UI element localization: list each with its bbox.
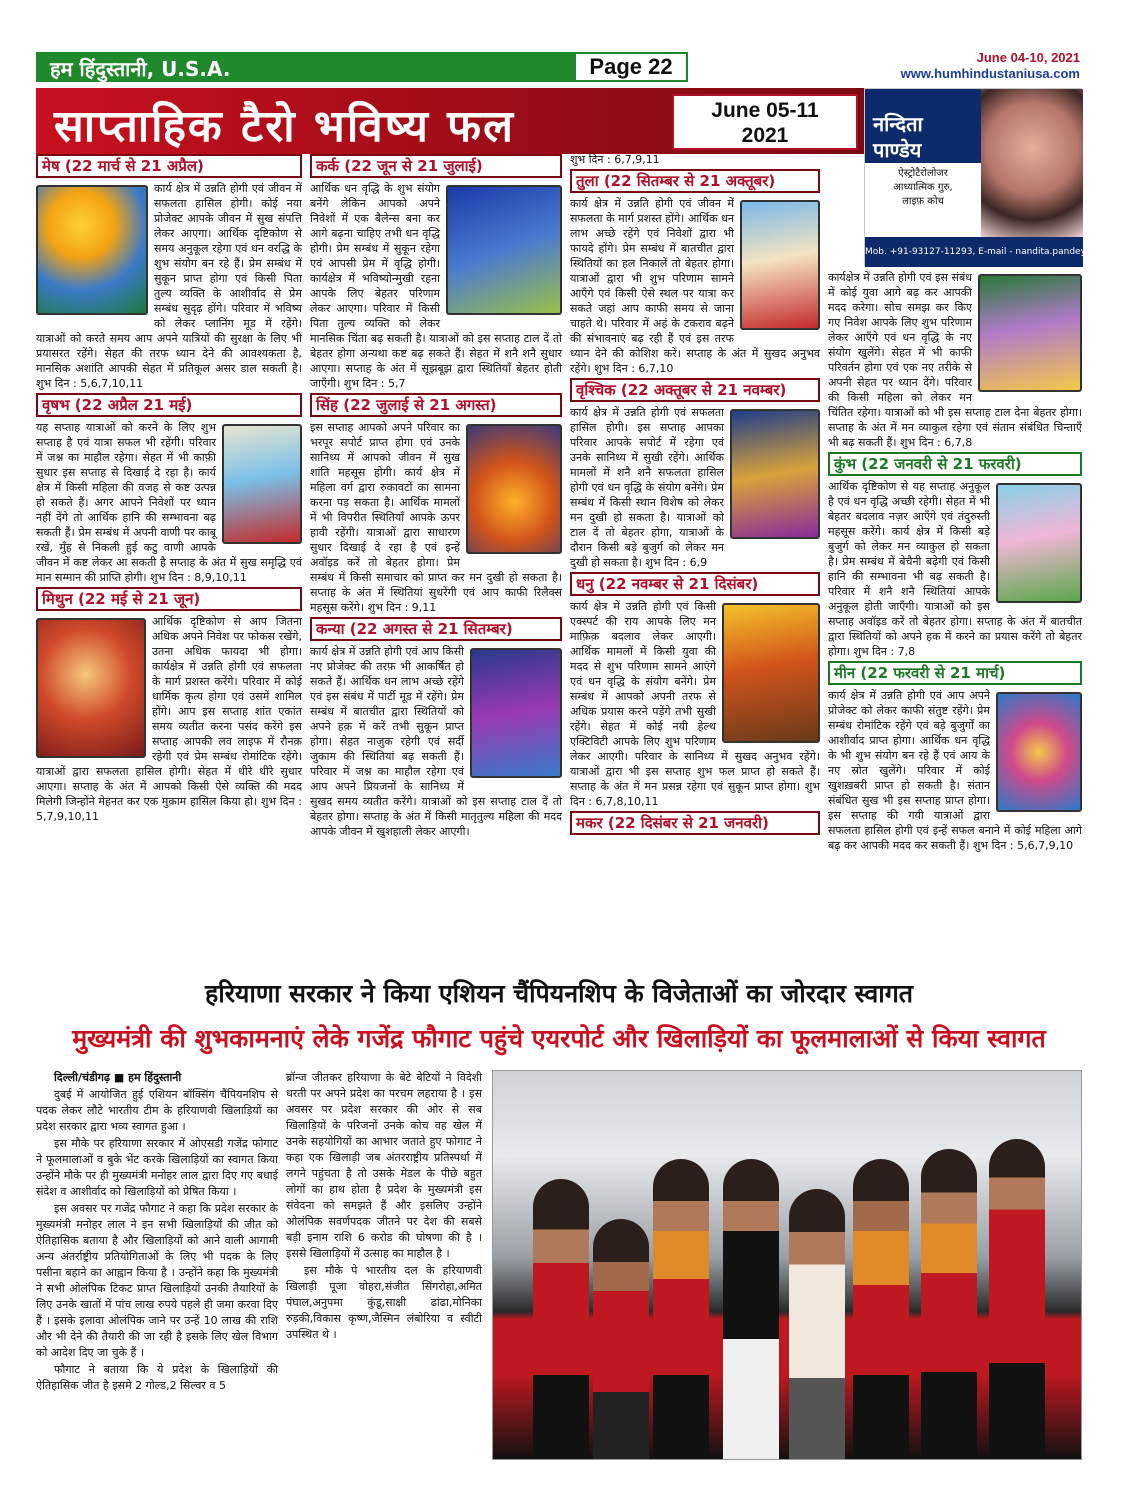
author-name-line1: नन्दिता <box>873 112 923 136</box>
sign-text-vrishabh: यह सप्ताह यात्राओं को करने के लिए शुभ सप्ताह है एवं यात्रा सफल भी रहेंगी। परिवार में जश्न का माहौल रहेगा। सेहत में भी काफ़ी सुधार इस सप्ताह से दिखाई दे रहा है। कार्य क्षेत्र में किसी महिला की वजह से कष्ट उत्पन्न हो सकते हैं। अगर आपने निवेशों पर ध्यान नहीं देंगे तो आर्थिक हानि की सम्भावना बढ़ सकती हैं। प्रेम सम्बंध में अपनी वाणी पर काबू रखें, मुँह से निकली हुई कटु वाणी आपके जीवन में कष्ट लेकर आ सकती है सप्ताह के अंत में सुख समृद्धि एवं मान सम्मान की प्राप्ति होगी। शुभ दिन : 8,9,10,11 <box>36 421 302 584</box>
news-col1-para1: दुबई में आयोजित हुई एशियन बॉक्सिंग चैंपियनशिप से पदक लेकर लौटे भारतीय टीम के हरियाणवी खिलाड़ियों का प्रदेश सरकार द्वारा भव्य स्वागत हुआ । <box>36 1088 278 1133</box>
author-role-line3: लाइफ़ कोच <box>902 196 944 207</box>
horoscope-column-3 <box>570 152 820 964</box>
tarot-fortune-teller-illustration <box>470 648 562 778</box>
news-col1-para2: इस मौके पर हरियाणा सरकार में ओएसडी गजेंद्र फोगाट ने फूलमालाओं व बुके भेंट करके खिलाड़ियों का स्वागत किया उन्होंने मौके पर ही मुख्यमंत्री मनोहर लाल द्वारा दिए गए बधाई संदेश व आशीर्वाद को खिलाड़ियों को प्रेषित किया । <box>36 1137 278 1198</box>
sign-text-tula: कार्य क्षेत्र में उन्नति होगी एवं जीवन में सफलता के मार्ग प्रशस्त होंगे। आर्थिक धन लाभ अच्छे रहेंगे एवं निवेशों द्वारा भी फायदे होंगे। प्रेम सम्बंध में बातचीत द्वारा स्थितियों का हल निकालें तो बेहतर होगा। यात्राओं द्वारा भी शुभ परिणाम सामने आएँगे एवं किसी ऐसे स्थल पर यात्रा कर सकते जहां आप काफी समय से जाना चाहते थे। परिवार में अहं के टकराव बढ़ने की संभावनाएं बढ़ रही हैं एवं इस तरफ ध्यान देने की कोशिश करें। सप्ताह के अंत में सुखद अनुभव रहेंगे। शुभ दिन : 6,7,10 <box>570 197 820 375</box>
sign-title-meen: मीन (22 फरवरी से 21 मार्च) <box>828 661 1082 685</box>
masthead <box>36 52 1080 82</box>
news-headline: हरियाणा सरकार ने किया एशियन चैंपियनशिप के विजेताओं का जोरदार स्वागत <box>204 979 914 1008</box>
author-name <box>873 111 923 163</box>
sign-title-kark: कर्क (22 जून से 21 जुलाई) <box>310 154 562 178</box>
horoscope-column-2 <box>310 152 562 964</box>
news-dateline: दिल्ली/चंडीगढ़ ■ हम हिंदुस्तानी <box>54 1071 182 1084</box>
website-link[interactable]: www.humhindustaniusa.com <box>900 66 1080 81</box>
sign-text-dhanu: कार्य क्षेत्र में उन्नति होगी एवं किसी एक्स्पर्ट की राय आपके लिए मन माफ़िक़ बदलाव लेकर आएगी। आर्थिक मामलों में किसी युवा की मदद से शुभ परिणाम सामने आएंगे एवं धन वृद्धि के संयोग बनेंगे। प्रेम सम्बंध में आपको अपनी तरफ से अधिक प्रयास करने पड़ेंगे तभी सुखी रहेंगे। सेहत में कोई नयी हेल्थ एक्टिविटी आपके लिए शुभ परिणाम लेकर आएगी। परिवार के सानिध्य में सुखद अनुभव रहेंगे। यात्राओं द्वारा भी इस सप्ताह शुभ फल प्राप्त हो सकते हैं। सप्ताह के अंत में मन प्रसन्न रहेगा एवं सुकून प्राप्त होगा। शुभ दिन : 6,7,8,10,11 <box>570 600 820 808</box>
author-photo <box>981 89 1083 237</box>
sign-title-kumbh: कुंभ (22 जनवरी से 21 फरवरी) <box>828 452 1082 476</box>
sign-days-tula-prev: शुभ दिन : 6,7,9,11 <box>570 153 660 166</box>
tarot-temperance-illustration <box>730 409 820 539</box>
author-name-line2: पाण्डेय <box>873 138 922 162</box>
author-contact: Mob. +91-93127-11293, E-mail - nandita.pandey@gmail.com <box>865 237 1083 267</box>
photo-person <box>723 1159 779 1459</box>
sign-text-mesh: कार्य क्षेत्र में उन्नति होगी एवं जीवन में सफलता हासिल होगी। कोई नया प्रोजेक्ट आपके जीवन में सुख संपत्ति लेकर आएगा। आर्थिक दृष्टिकोण से समय अनुकूल रहेगा एवं धन वरद्धि के शुभ संयोग बन रहे हैं। प्रेम सम्बंध में सुकून प्राप्त होगा एवं किसी पिता तुल्य व्यक्ति के आशीर्वाद से प्रेम सम्बंध सुदृढ़ होंगे। परिवार में भविष्य को लेकर प्लानिंग मूड में रहेंगे। यात्राओं को करते समय आप अपने यात्रियों की सुरक्षा के लिए भी प्रयासरत रहेंगे। सेहत की तरफ ध्यान देने की आवश्यकता है, मानसिक अशांति आपकी सेहत में प्रतिकूल असर डाल सकती है। शुभ दिन : 5,6,7,10,11 <box>36 182 302 390</box>
tarot-knight-illustration <box>222 424 302 544</box>
horoscope-column-1 <box>36 152 302 964</box>
photo-person <box>533 1179 589 1459</box>
news-col1-para4: फौगाट ने बताया कि ये प्रदेश के खिलाड़ियों की ऐतिहासिक जीत है इसमे 2 गोल्ड,2 सिल्वर व 5 <box>36 1363 278 1392</box>
sign-title-mesh: मेष (22 मार्च से 21 अप्रैल) <box>36 154 302 178</box>
tarot-star-illustration <box>996 483 1082 603</box>
date-range-box <box>672 94 858 150</box>
page-number: Page 22 <box>576 52 688 82</box>
news-col2-para2: इस मौके पे भारतीय दल के हरियाणवी खिलाड़ी पूजा वोहरा,संजीत सिंगरोहा,अमित पंघाल,अनुपमा कुंडू,साक्षी ढांढा,मोनिका रुड़की,विकास कृष्ण,जैस्मिन लंबोरिया व स्वीटी उपस्थित थे । <box>286 1264 482 1341</box>
tarot-empress-illustration <box>978 274 1082 392</box>
sign-text-vrishchik: कार्य क्षेत्र में उन्नति होगी एवं सफलता हासिल होगी। इस सप्ताह आपका परिवार आपके सपोर्ट में रहेगा एवं उनके सानिध्य में सुखी रहेंगे। आर्थिक मामलों में शनै शनै सफलता हासिल होगी एवं धन वृद्धि के संयोग बनेंगे। प्रेम सम्बंध में किसी स्थान विशेष को लेकर मन दुखी हो सकता है। यात्राओं को टाल दें तो बेहतर होगा, यात्राओं के दौरान किसी बड़े बुजुर्ग को लेकर मन दुखी हो सकता है। शुभ दिन : 6,9 <box>570 406 724 569</box>
photo-person <box>853 1159 909 1459</box>
news-column-2 <box>286 1070 482 1460</box>
issue-date: June 04-10, 2021 <box>976 50 1080 65</box>
tarot-justice-illustration <box>740 200 820 330</box>
sign-title-vrishchik: वृश्चिक (22 अक्तूबर से 21 नवम्बर) <box>570 378 820 402</box>
paper-name: हम हिंदुस्तानी, U.S.A. <box>50 57 231 81</box>
news-subheadline: मुख्यमंत्री की शुभकामनाएं लेके गजेंद्र फौगाट पहुंचे एयरपोर्ट और खिलाड़ियों का फूलमालाओं से किया स्वागत <box>72 1024 1046 1053</box>
author-role <box>865 163 981 237</box>
tarot-moon-illustration <box>446 185 562 315</box>
sign-text-singh: इस सप्ताह आपको अपने परिवार का भरपूर सपोर्ट प्राप्त होगा एवं उनके सानिध्य में आपको जीवन में सुख शांति महसूस होगी। कार्य क्षेत्र में महिला वर्ग द्वारा रुकावटों का सामना करना पड़ सकता है। आर्थिक मामलों में भी विपरीत स्थितियाँ आपके ऊपर हावी रहेंगी। यात्राओं द्वारा साधारण सुधार दिखाई दे रहा है एवं इन्हें अवॉइड करें तो बेहतर होगा। प्रेम सम्बंध में किसी समाचार को प्राप्त कर मन दुखी हो सकता है। सप्ताह के अंत में स्थितियां सुधरेंगी एवं आप काफी रिलैक्स महसूस करेंगे। शुभ दिन : 9,11 <box>310 421 562 614</box>
news-column-1 <box>36 1070 278 1460</box>
news-col2-para1: ब्रॉन्ज जीतकर हरियाणा के बेटे बेटियों ने विदेशी धरती पर अपने प्रदेश का परचम लहराया है । इस अवसर पर प्रदेश सरकार की ओर से सब खिलाड़ियों के परिजनों उनके कोच वह खेल में उनके सहयोगियों का आभार जताते हुए फोगाट ने कहा एक खिलाड़ी जब अंतरराष्ट्रीय प्रतिस्पर्धा में लगने पहुंचता है तो उसके मेडल के पीछे बहुत लोगों का हाथ होता है प्रदेश के मुख्यमंत्री इस संवेदना को समझते हैं और इसलिए उन्होंने ओलंपिक सवर्णपदक जीतने पर देश की सबसे बड़ी इनाम राशि 6 करोड की घोषणा की है । इससे खिलाड़ियों में उत्साह का माहौल है । <box>286 1071 482 1260</box>
sign-title-vrishabh: वृषभ (22 अप्रैल 21 मई) <box>36 393 302 417</box>
photo-person <box>593 1219 649 1459</box>
sign-text-kark: आर्थिक धन वृद्धि के शुभ संयोग बनेंगे लेकिन आपको अपने निवेशों में एक बैलेन्स बना कर आगे बढ़ना चाहिए तभी धन वृद्धि होगी। प्रेम सम्बंध में सुकून रहेगा एवं आपसी प्रेम में वृद्धि होगी। कार्यक्षेत्र में भविष्योन्मुखी रहना आपके लिए बेहतर परिणाम लेकर आएगा। परिवार में किसी पिता तुल्य व्यक्ति को लेकर मानसिक चिंता बढ़ सकती है। यात्राओं को इस सप्ताह टाल दें तो बेहतर होगा अन्यथा कष्ट बढ़ सकते हैं। सेहत में शनै शनै सुधार आएगा। सप्ताह के अंत में सूझबूझ द्वारा स्थितियाँ बेहतर होती जाएँगी। शुभ दिन : 5,7 <box>310 182 562 390</box>
section-title: साप्ताहिक टैरो भविष्य फल <box>54 101 515 152</box>
tarot-chariot-illustration <box>722 603 820 743</box>
sign-title-mithun: मिथुन (22 मई से 21 जून) <box>36 587 302 611</box>
sign-text-meen: कार्य क्षेत्र में उन्नति होगी एवं आप अपने प्रोजेक्ट को लेकर काफी संतुष्ट रहेंगे। प्रेम सम्बंध रोमांटिक रहेंगे एवं बड़े बुजुर्गों का आशीर्वाद प्राप्त होगा। आर्थिक धन वृद्धि के भी शुभ संयोग बन रहे हैं एवं आय के नए स्रोत खुलेंगे। परिवार में कोई खुशख़बरी प्राप्त हो सकती है। संतान संबंधित सुख भी इस सप्ताह प्राप्त होगा। इस सप्ताह की गयी यात्राओं द्वारा सफलता हासिल होगी एवं इन्हें सफल बनाने में कोई महिला आगे बढ़ कर आपकी मदद कर सकती हैं। शुभ दिन : 5,6,7,9,10 <box>828 689 1082 852</box>
news-col1-para3: इस अवसर पर गजेंद्र फौगाट ने कहा कि प्रदेश सरकार के मुख्यमंत्री मनोहर लाल ने इन सभी खिलाड़ियों की जीत को ऐतिहासिक बताया है और खिलाड़ियों को आने वाली आगामी अन्य अंतर्राष्ट्रीय प्रतियोगिताओं के लिए भी पदक के लिए पसीना बहाने का आह्वान किया है । उन्होंने कहा कि मुख्यमंत्री ने सभी ओलंपिक टिकट प्राप्त खिलाड़ियों उनकी तैयारियों के लिए उनके खातों में पांच लाख रुपये पहले ही जमा करवा दिए हैं । इसके इलावा ओलंपिक जाने पर उन्हें 10 लाख की राशि और भी देने की तैयारी की जा रही है इसके लिए खेल विभाग को आदेश दिए जा चुके हैं । <box>36 1202 278 1359</box>
sign-title-tula: तुला (22 सितम्बर से 21 अक्तूबर) <box>570 169 820 193</box>
sign-title-makar: मकर (22 दिसंबर से 21 जनवरी) <box>570 811 820 835</box>
sign-text-kumbh: आर्थिक दृष्टिकोण से यह सप्ताह अनुकूल है एवं धन वृद्धि अच्छी रहेगी। सेहत में भी बेहतर बदलाव नज़र आएँगे एवं तंदुरुस्ती महसूस करेंगे। कार्य क्षेत्र में किसी बड़े बुजुर्ग को लेकर मन व्याकुल हो सकता है। प्रेम सम्बंध में बेचैनी बढ़ेगी एवं किसी हानि की सम्भावना भी बढ़ सकती है। परिवार में शनै शनै स्थितियां आपके अनुकूल होती जाएँगी। यात्राओं को इस सप्ताह अवॉइड करें तो बेहतर होगा। सप्ताह के अंत में बातचीत द्वारा स्थितियों को अपने हक में करने का प्रयास करेंगे तो बेहतर होगा। शुभ दिन : 7,8 <box>828 480 1082 658</box>
tarot-fish-illustration <box>996 692 1082 812</box>
sign-title-dhanu: धनु (22 नवम्बर से 21 दिसंबर) <box>570 572 820 596</box>
sign-text-kanya: कार्य क्षेत्र में उन्नति होगी एवं आप किसी नए प्रोजेक्ट की तरफ़ भी आकर्षित हो सकते हैं। आर्थिक धन लाभ अच्छे रहेंगे एवं इस संबंध में पार्टी मूड में रहेंगे। प्रेम सम्बंध में बातचीत द्वारा स्थितियों को अपने हक़ में करें तभी सुकून प्राप्त होगा। सेहत नाज़ुक रहेगी एवं सर्दी जुकाम की स्थितियां बढ़ सकती हैं। परिवार में जश्न का माहौल रहेगा एवं आप अपने प्रियजनों के सानिध्य में सुखद समय व्यतीत करेंगे। यात्राओं को इस सप्ताह टाल दें तो बेहतर होगा। सप्ताह के अंत में किसी मातृतुल्य महिला की मदद आपके जीवन में खुशहाली लेकर आएगी। <box>310 645 562 838</box>
sign-title-singh: सिंह (22 जुलाई से 21 अगस्त) <box>310 393 562 417</box>
sign-title-kanya: कन्या (22 अगस्त से 21 सितम्बर) <box>310 617 562 641</box>
photo-person <box>789 1189 845 1459</box>
tarot-sun-illustration <box>36 185 148 315</box>
date-year: 2021 <box>741 124 789 147</box>
photo-person <box>653 1159 709 1459</box>
sign-text-mithun: आर्थिक दृष्टिकोण से आप जितना अधिक अपने निवेश पर फोकस रखेंगे, उतना अधिक फायदा भी होगा। कार्यक्षेत्र में उन्नति होगी एवं सफलता के मार्ग प्रशस्त करेंगे। परिवार में कोई धार्मिक कृत्य होगा एवं उसमें शामिल होंगे। आप इस सप्ताह शांत एकांत समय व्यतीत करना पसंद करेंगे इस सप्ताह आपकी लव लाइफ में रौनक़ रहेगी एवं प्रेम सम्बंध रोमांटिक रहेंगे। यात्राओं द्वारा सफलता हासिल होगी। सेहत में धीरे धीरे सुधार आएगा। सप्ताह के अंत में आपको किसी ऐसे व्यक्ति की मदद मिलेगी जिन्होंने मेहनत कर एक मुक़ाम हासिल किया हो। शुभ दिन : 5,7,9,10,11 <box>36 615 302 823</box>
photo-person <box>921 1149 977 1459</box>
tarot-queen-illustration <box>36 618 146 758</box>
paper-name-bar <box>36 52 576 82</box>
author-role-line1: ऐस्ट्रोटैरोलोजर <box>898 168 948 179</box>
tarot-strength-illustration <box>466 424 562 554</box>
issue-info <box>901 50 1080 82</box>
news-photo <box>492 1070 1082 1460</box>
photo-person <box>989 1139 1045 1459</box>
author-role-line2: आध्यात्मिक गुरु, <box>893 182 953 193</box>
author-box <box>864 88 1142 266</box>
date-range: June 05-11 <box>711 99 819 122</box>
sign-text-makar: कार्यक्षेत्र में उन्नति होगी एवं इस संबंध में कोई युवा आगे बढ़ कर आपकी मदद करेगा। सोच समझ कर किए गए निवेश आपके लिए शुभ परिणाम लेकर आएँगे एवं धन वृद्धि के नए संयोग खुलेंगे। सेहत में भी काफी परिवर्तन होगा एवं एक नए तरीके से अपनी सेहत पर ध्यान देंगे। परिवार की किसी महिला को लेकर मन चिंतित रहेगा। यात्राओं को भी इस सप्ताह टाल देना बेहतर होगा। सप्ताह के अंत में मन व्याकुल रहेगा एवं संतान संबंधित चिन्ताएँ भी बढ़ सकती हैं। शुभ दिन : 6,7,8 <box>828 271 1082 449</box>
horoscope-column-4 <box>828 270 1082 964</box>
